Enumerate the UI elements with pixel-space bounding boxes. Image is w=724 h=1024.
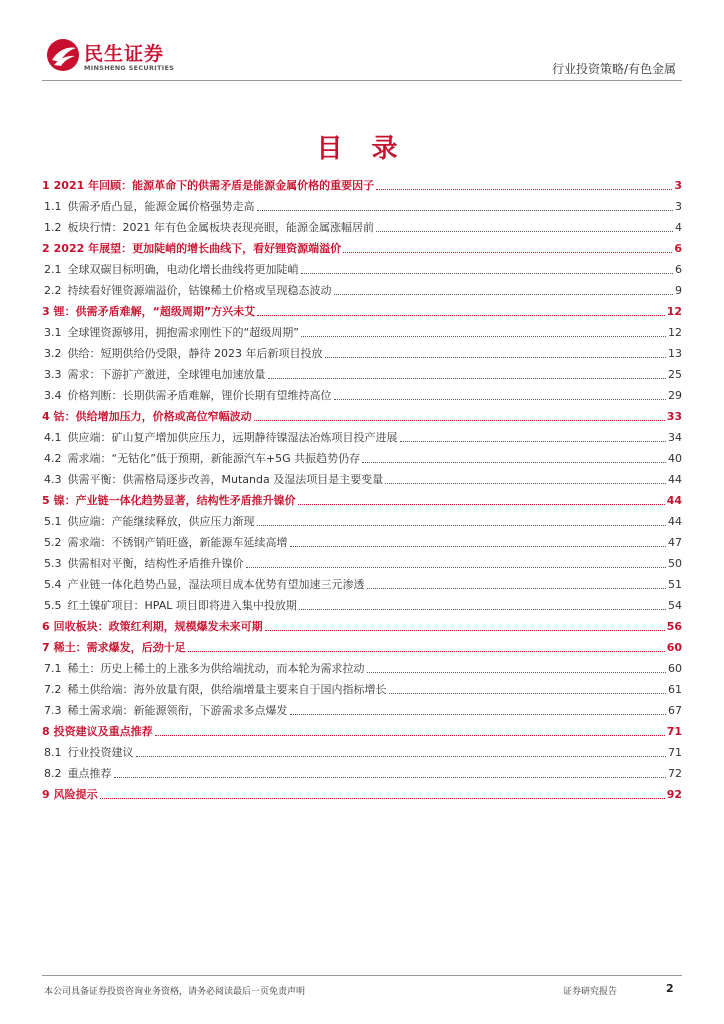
table-of-contents bbox=[42, 174, 682, 804]
toc-entry-title bbox=[42, 662, 365, 676]
toc-entry-title bbox=[42, 221, 374, 235]
toc-entry-label: 红土镍矿项目：HPAL 项目即将进入集中投放期 bbox=[67, 599, 297, 612]
toc-dot-leader bbox=[136, 755, 667, 757]
toc-page-number: 12 bbox=[668, 326, 682, 339]
toc-entry-number: 5.3 bbox=[44, 557, 62, 570]
toc-entry-number: 3.2 bbox=[44, 347, 62, 360]
toc-entry-number: 1 bbox=[42, 179, 50, 192]
toc-chapter-entry[interactable] bbox=[42, 489, 682, 508]
toc-entry-number: 4.3 bbox=[44, 473, 62, 486]
toc-dot-leader bbox=[325, 356, 667, 358]
page-header bbox=[0, 0, 724, 90]
toc-section-entry[interactable] bbox=[42, 552, 682, 571]
toc-dot-leader bbox=[299, 608, 666, 610]
toc-section-entry[interactable] bbox=[42, 741, 682, 760]
toc-entry-label: 供应端：产能继续释放，供应压力渐现 bbox=[67, 515, 255, 528]
toc-entry-title bbox=[42, 725, 153, 739]
toc-page-number: 51 bbox=[668, 578, 682, 591]
toc-page-number: 25 bbox=[668, 368, 682, 381]
toc-entry-title bbox=[42, 599, 297, 613]
toc-entry-label: 行业投资建议 bbox=[67, 746, 134, 759]
toc-page-number: 9 bbox=[675, 284, 682, 297]
toc-entry-number: 8 bbox=[42, 725, 50, 738]
toc-entry-title bbox=[42, 200, 255, 214]
toc-dot-leader bbox=[301, 335, 666, 337]
toc-section-entry[interactable] bbox=[42, 678, 682, 697]
toc-page-number: 61 bbox=[668, 683, 682, 696]
toc-entry-number: 4.2 bbox=[44, 452, 62, 465]
toc-section-entry[interactable] bbox=[42, 468, 682, 487]
toc-entry-label: 稀土：历史上稀土的上涨多为供给端扰动，而本轮为需求拉动 bbox=[67, 662, 365, 675]
toc-entry-title bbox=[42, 788, 98, 802]
toc-page-number: 12 bbox=[666, 305, 682, 318]
toc-entry-title bbox=[42, 473, 383, 487]
toc-page-number: 71 bbox=[668, 746, 682, 759]
toc-page-number: 44 bbox=[666, 494, 682, 507]
logo-english-name: MINSHENG SECURITIES bbox=[84, 64, 175, 72]
toc-page-number: 13 bbox=[668, 347, 682, 360]
toc-entry-number: 5.5 bbox=[44, 599, 62, 612]
toc-entry-label: 供需相对平衡，结构性矛盾推升镍价 bbox=[67, 557, 244, 570]
toc-dot-leader bbox=[257, 314, 665, 316]
toc-entry-label: 需求端：“无钴化”低于预期，新能源汽车+5G 共振趋势仍存 bbox=[67, 452, 361, 465]
toc-page-number: 6 bbox=[674, 242, 682, 255]
toc-entry-title bbox=[42, 641, 186, 655]
toc-page-number: 4 bbox=[675, 221, 682, 234]
toc-dot-leader bbox=[367, 671, 667, 673]
toc-dot-leader bbox=[400, 440, 667, 442]
toc-dot-leader bbox=[376, 230, 673, 232]
toc-page-number: 40 bbox=[668, 452, 682, 465]
toc-section-entry[interactable] bbox=[42, 573, 682, 592]
toc-chapter-entry[interactable] bbox=[42, 300, 682, 319]
toc-entry-label: 全球锂资源够用，拥抱需求刚性下的“超级周期” bbox=[67, 326, 299, 339]
page-number: 2 bbox=[666, 982, 674, 995]
toc-page-number: 67 bbox=[668, 704, 682, 717]
toc-entry-label: 稀土：需求爆发，后劲十足 bbox=[53, 641, 186, 654]
footer-report-type: 证券研究报告 bbox=[563, 987, 618, 997]
toc-page-number: 44 bbox=[668, 473, 682, 486]
toc-entry-number: 6 bbox=[42, 620, 50, 633]
toc-entry-label: 2021 年回顾：能源革命下的供需矛盾是能源金属价格的重要因子 bbox=[53, 179, 375, 192]
toc-entry-title bbox=[42, 494, 296, 508]
toc-entry-label: 需求端：不锈钢产销旺盛，新能源车延续高增 bbox=[67, 536, 288, 549]
toc-entry-title bbox=[42, 683, 387, 697]
toc-entry-title bbox=[42, 326, 299, 340]
toc-entry-label: 稀土供给端：海外放量有限，供给端增量主要来自于国内指标增长 bbox=[67, 683, 387, 696]
toc-entry-title bbox=[42, 305, 255, 319]
toc-page-number: 60 bbox=[666, 641, 682, 654]
toc-dot-leader bbox=[334, 293, 674, 295]
toc-section-entry[interactable] bbox=[42, 510, 682, 529]
toc-page-number: 54 bbox=[668, 599, 682, 612]
toc-dot-leader bbox=[376, 188, 672, 190]
toc-entry-label: 板块行情：2021 年有色金属板块表现亮眼，能源金属涨幅居前 bbox=[67, 221, 374, 234]
toc-section-entry[interactable] bbox=[42, 342, 682, 361]
toc-dot-leader bbox=[385, 482, 666, 484]
toc-section-entry[interactable] bbox=[42, 531, 682, 550]
toc-dot-leader bbox=[246, 566, 667, 568]
toc-section-entry[interactable] bbox=[42, 447, 682, 466]
toc-entry-number: 3 bbox=[42, 305, 50, 318]
toc-entry-title bbox=[42, 578, 365, 592]
toc-dot-leader bbox=[265, 629, 665, 631]
toc-entry-number: 1.2 bbox=[44, 221, 62, 234]
toc-dot-leader bbox=[290, 713, 667, 715]
toc-dot-leader bbox=[188, 650, 665, 652]
toc-entry-title bbox=[42, 179, 374, 193]
toc-section-entry[interactable] bbox=[42, 762, 682, 781]
toc-dot-leader bbox=[268, 377, 667, 379]
toc-dot-leader bbox=[257, 524, 667, 526]
toc-dot-leader bbox=[367, 587, 667, 589]
toc-entry-title bbox=[42, 410, 252, 424]
toc-chapter-entry[interactable] bbox=[42, 615, 682, 634]
toc-entry-number: 1.1 bbox=[44, 200, 62, 213]
toc-entry-title bbox=[42, 515, 255, 529]
toc-dot-leader bbox=[114, 776, 667, 778]
toc-entry-number: 2.1 bbox=[44, 263, 62, 276]
toc-entry-label: 持续看好锂资源端溢价，钴镍稀土价格或呈现稳态波动 bbox=[67, 284, 332, 297]
toc-entry-label: 供应端：矿山复产增加供应压力，远期静待镍湿法冶炼项目投产进展 bbox=[67, 431, 398, 444]
footer-divider bbox=[42, 975, 682, 976]
footer-disclaimer: 本公司具备证券投资咨询业务资格，请务必阅读最后一页免责声明 bbox=[44, 987, 306, 997]
toc-entry-label: 稀土需求端：新能源领衔，下游需求多点爆发 bbox=[67, 704, 288, 717]
toc-page-number: 3 bbox=[675, 200, 682, 213]
toc-entry-number: 3.3 bbox=[44, 368, 62, 381]
toc-entry-number: 3.1 bbox=[44, 326, 62, 339]
toc-entry-label: 投资建议及重点推荐 bbox=[53, 725, 153, 738]
toc-entry-label: 钴：供给增加压力，价格或高位窄幅波动 bbox=[53, 410, 252, 423]
toc-entry-number: 5.2 bbox=[44, 536, 62, 549]
toc-section-entry[interactable] bbox=[42, 321, 682, 340]
toc-entry-label: 锂：供需矛盾难解，“超级周期”方兴未艾 bbox=[53, 305, 256, 318]
toc-page-number: 71 bbox=[666, 725, 682, 738]
toc-entry-number: 7.2 bbox=[44, 683, 62, 696]
toc-entry-number: 2.2 bbox=[44, 284, 62, 297]
toc-dot-leader bbox=[155, 734, 665, 736]
toc-entry-label: 回收板块：政策红利期，规模爆发未来可期 bbox=[53, 620, 263, 633]
toc-entry-label: 重点推荐 bbox=[67, 767, 112, 780]
toc-entry-title bbox=[42, 368, 266, 382]
toc-dot-leader bbox=[334, 398, 667, 400]
toc-entry-number: 4 bbox=[42, 410, 50, 423]
toc-dot-leader bbox=[301, 272, 674, 274]
toc-page-number: 34 bbox=[668, 431, 682, 444]
toc-section-entry[interactable] bbox=[42, 426, 682, 445]
toc-entry-title bbox=[42, 263, 299, 277]
toc-page-number: 3 bbox=[674, 179, 682, 192]
toc-page-number: 44 bbox=[668, 515, 682, 528]
toc-section-entry[interactable] bbox=[42, 363, 682, 382]
toc-section-entry[interactable] bbox=[42, 258, 682, 277]
toc-entry-label: 需求：下游扩产激进，全球锂电加速放量 bbox=[67, 368, 266, 381]
toc-entry-label: 全球双碳目标明确，电动化增长曲线将更加陡峭 bbox=[67, 263, 299, 276]
toc-entry-number: 8.1 bbox=[44, 746, 62, 759]
toc-entry-number: 9 bbox=[42, 788, 50, 801]
toc-entry-number: 3.4 bbox=[44, 389, 62, 402]
toc-entry-number: 5.1 bbox=[44, 515, 62, 528]
toc-dot-leader bbox=[343, 251, 672, 253]
toc-section-entry[interactable] bbox=[42, 195, 682, 214]
toc-chapter-entry[interactable] bbox=[42, 405, 682, 424]
minsheng-logo bbox=[46, 38, 186, 78]
toc-entry-label: 2022 年展望：更加陡峭的增长曲线下，看好锂资源端溢价 bbox=[53, 242, 342, 255]
toc-entry-title bbox=[42, 284, 332, 298]
toc-entry-number: 5 bbox=[42, 494, 50, 507]
toc-entry-label: 镍：产业链一体化趋势显著，结构性矛盾推升镍价 bbox=[53, 494, 296, 507]
toc-entry-title bbox=[42, 452, 360, 466]
toc-entry-number: 7 bbox=[42, 641, 50, 654]
toc-page-number: 47 bbox=[668, 536, 682, 549]
toc-page-number: 50 bbox=[668, 557, 682, 570]
toc-section-entry[interactable] bbox=[42, 657, 682, 676]
toc-dot-leader bbox=[290, 545, 667, 547]
toc-entry-title bbox=[42, 746, 134, 760]
toc-page-number: 72 bbox=[668, 767, 682, 780]
toc-entry-number: 7.3 bbox=[44, 704, 62, 717]
toc-dot-leader bbox=[100, 797, 665, 799]
toc-entry-number: 4.1 bbox=[44, 431, 62, 444]
toc-dot-leader bbox=[257, 209, 674, 211]
toc-entry-title bbox=[42, 536, 288, 550]
toc-entry-number: 5.4 bbox=[44, 578, 62, 591]
toc-page-number: 6 bbox=[675, 263, 682, 276]
toc-page-number: 33 bbox=[666, 410, 682, 423]
toc-chapter-entry[interactable] bbox=[42, 783, 682, 802]
toc-entry-number: 8.2 bbox=[44, 767, 62, 780]
toc-chapter-entry[interactable] bbox=[42, 237, 682, 256]
toc-entry-label: 供给：短期供给仍受限，静待 2023 年后新项目投放 bbox=[67, 347, 323, 360]
toc-page-number: 56 bbox=[666, 620, 682, 633]
toc-entry-label: 价格判断：长期供需矛盾难解，锂价长期有望维持高位 bbox=[67, 389, 332, 402]
toc-entry-title bbox=[42, 620, 263, 634]
toc-entry-title bbox=[42, 242, 341, 256]
document-category: 行业投资策略/有色金属 bbox=[551, 62, 676, 76]
toc-dot-leader bbox=[254, 419, 665, 421]
toc-entry-label: 产业链一体化趋势凸显，湿法项目成本优势有望加速三元渗透 bbox=[67, 578, 365, 591]
toc-entry-number: 2 bbox=[42, 242, 50, 255]
toc-page-number: 60 bbox=[668, 662, 682, 675]
toc-section-entry[interactable] bbox=[42, 699, 682, 718]
toc-chapter-entry[interactable] bbox=[42, 720, 682, 739]
minsheng-logo-icon bbox=[46, 38, 80, 72]
toc-entry-label: 供需平衡：供需格局逐步改善，Mutanda 及湿法项目是主要变量 bbox=[67, 473, 384, 486]
toc-chapter-entry[interactable] bbox=[42, 636, 682, 655]
toc-entry-title bbox=[42, 704, 288, 718]
page-title: 目 录 bbox=[316, 134, 408, 164]
toc-dot-leader bbox=[298, 503, 665, 505]
toc-entry-title bbox=[42, 389, 332, 403]
toc-page-number: 92 bbox=[666, 788, 682, 801]
toc-section-entry[interactable] bbox=[42, 594, 682, 613]
toc-section-entry[interactable] bbox=[42, 279, 682, 298]
toc-entry-label: 风险提示 bbox=[53, 788, 98, 801]
toc-chapter-entry[interactable] bbox=[42, 174, 682, 193]
toc-entry-title bbox=[42, 431, 398, 445]
toc-entry-number: 7.1 bbox=[44, 662, 62, 675]
toc-dot-leader bbox=[362, 461, 666, 463]
toc-page-number: 29 bbox=[668, 389, 682, 402]
toc-section-entry[interactable] bbox=[42, 384, 682, 403]
toc-entry-title bbox=[42, 767, 112, 781]
header-divider bbox=[42, 80, 682, 81]
logo-chinese-name: 民生证券 bbox=[84, 43, 165, 65]
toc-entry-label: 供需矛盾凸显，能源金属价格强势走高 bbox=[67, 200, 255, 213]
toc-entry-title bbox=[42, 347, 323, 361]
toc-dot-leader bbox=[389, 692, 667, 694]
toc-section-entry[interactable] bbox=[42, 216, 682, 235]
toc-entry-title bbox=[42, 557, 244, 571]
